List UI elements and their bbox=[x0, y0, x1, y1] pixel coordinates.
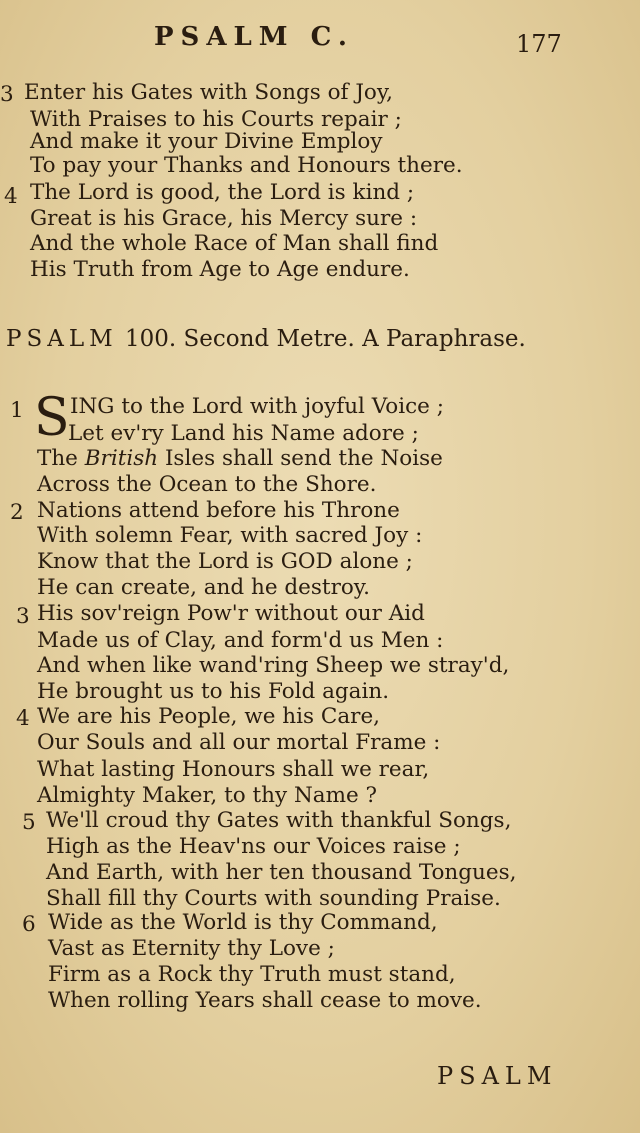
verse-line: What lasting Honours shall we rear, bbox=[37, 757, 430, 782]
verse-line: Nations attend before his Throne bbox=[37, 498, 400, 523]
verse-line: Vast as Eternity thy Love ; bbox=[48, 936, 335, 961]
verse-line: And when like wand'ring Sheep we stray'd, bbox=[37, 653, 510, 678]
verse-line: And Earth, with her ten thousand Tongues, bbox=[46, 860, 517, 885]
drop-cap: S bbox=[34, 388, 70, 448]
verse-line: He can create, and he destroy. bbox=[37, 575, 370, 600]
running-head: PSALM C. bbox=[154, 22, 354, 52]
verse-number: 2 bbox=[10, 500, 24, 525]
verse-line: Great is his Grace, his Mercy sure : bbox=[30, 206, 418, 231]
verse-number: 3 bbox=[0, 82, 14, 107]
verse-line: ING to the Lord with joyful Voice ; bbox=[70, 394, 444, 419]
verse-line: The Lord is good, the Lord is kind ; bbox=[30, 180, 415, 205]
verse-line: Our Souls and all our mortal Frame : bbox=[37, 730, 441, 755]
verse-line: Shall fill thy Courts with sounding Praise. bbox=[46, 886, 501, 911]
verse-line: Let ev'ry Land his Name adore ; bbox=[68, 421, 419, 446]
verse-line: Firm as a Rock thy Truth must stand, bbox=[48, 962, 456, 987]
verse-line: Made us of Clay, and form'd us Men : bbox=[37, 628, 444, 653]
verse-line: Enter his Gates with Songs of Joy, bbox=[24, 80, 394, 105]
heading-psalm: PSALM bbox=[6, 326, 118, 352]
verse-line: To pay your Thanks and Honours there. bbox=[30, 153, 463, 178]
verse-line: Wide as the World is thy Command, bbox=[48, 910, 438, 935]
verse-number: 4 bbox=[4, 184, 18, 209]
catchword: PSALM bbox=[437, 1062, 558, 1090]
verse-line: With solemn Fear, with sacred Joy : bbox=[37, 523, 423, 548]
section-heading bbox=[6, 326, 526, 352]
verse-line: With Praises to his Courts repair ; bbox=[30, 107, 402, 132]
verse-line: And make it your Divine Employ bbox=[30, 129, 383, 154]
page-number: 177 bbox=[516, 30, 562, 58]
verse-line: And the whole Race of Man shall find bbox=[30, 231, 439, 256]
verse-number: 4 bbox=[16, 706, 30, 731]
verse-line: His sov'reign Pow'r without our Aid bbox=[37, 601, 425, 626]
verse-number: 6 bbox=[22, 912, 36, 937]
verse-line: Know that the Lord is GOD alone ; bbox=[37, 549, 413, 574]
verse-line-british: The British Isles shall send the Noise bbox=[37, 446, 443, 471]
verse-line: He brought us to his Fold again. bbox=[37, 679, 390, 704]
verse-line: When rolling Years shall cease to move. bbox=[48, 988, 482, 1013]
verse-number: 5 bbox=[22, 810, 36, 835]
verse-line: High as the Heav'ns our Voices raise ; bbox=[46, 834, 461, 859]
verse-number: 3 bbox=[16, 604, 30, 629]
verse-line: We are his People, we his Care, bbox=[37, 704, 381, 729]
verse-line: Almighty Maker, to thy Name ? bbox=[37, 783, 378, 808]
verse-line: We'll croud thy Gates with thankful Songs, bbox=[46, 808, 512, 833]
verse-number: 1 bbox=[10, 398, 24, 423]
verse-line: Across the Ocean to the Shore. bbox=[37, 472, 377, 497]
heading-subtitle: 100. Second Metre. A Paraphrase. bbox=[124, 326, 526, 352]
verse-line: His Truth from Age to Age endure. bbox=[30, 257, 410, 282]
